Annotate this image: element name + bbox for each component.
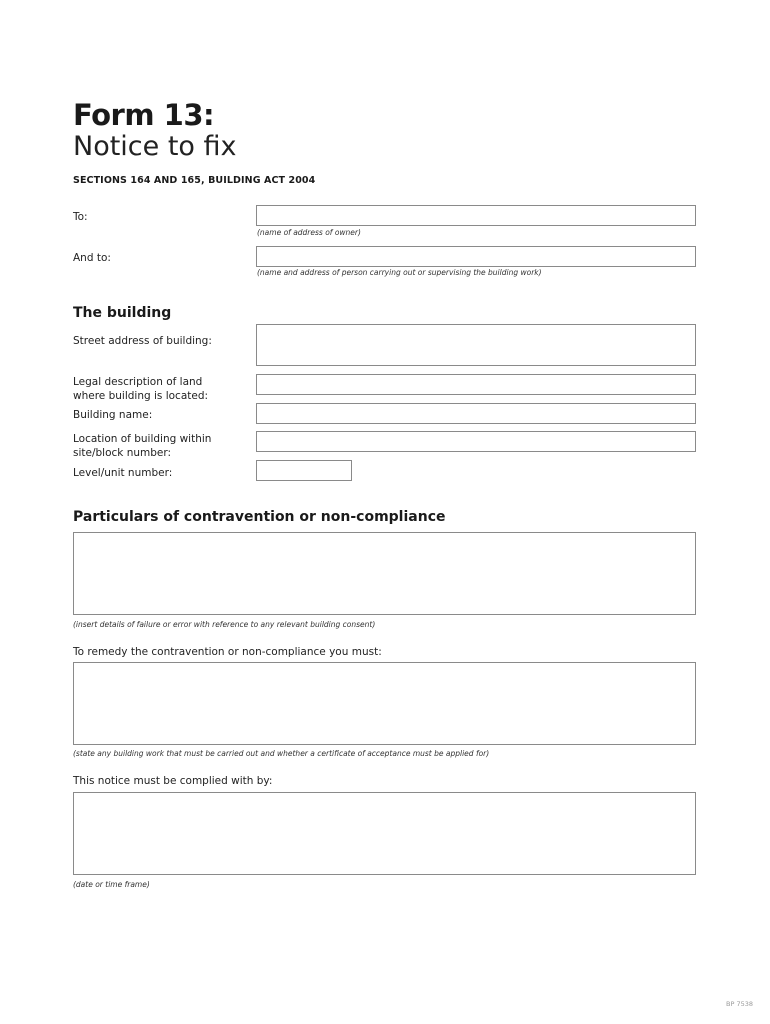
legal-description-field[interactable]	[256, 374, 696, 395]
building-name-field[interactable]	[256, 403, 696, 424]
deadline-label: This notice must be complied with by:	[73, 775, 273, 787]
building-heading: The building	[73, 305, 172, 321]
particulars-field[interactable]	[73, 532, 696, 615]
to-owner-hint: (name of address of owner)	[257, 228, 361, 237]
level-unit-label: Level/unit number:	[73, 467, 173, 479]
building-name-label: Building name:	[73, 409, 153, 421]
deadline-field[interactable]	[73, 792, 696, 875]
remedy-field[interactable]	[73, 662, 696, 745]
remedy-label: To remedy the contravention or non-compliance you must:	[73, 646, 382, 658]
to-label: To:	[73, 211, 88, 223]
level-unit-field[interactable]	[256, 460, 352, 481]
and-to-person-hint: (name and address of person carrying out or supervising the building work)	[257, 268, 542, 277]
form-name-title: Notice to fix	[73, 131, 237, 162]
deadline-hint: (date or time frame)	[73, 880, 150, 889]
sections-reference: SECTIONS 164 AND 165, BUILDING ACT 2004	[73, 175, 316, 186]
form-number-title: Form 13:	[73, 98, 215, 132]
form-code: BP 7538	[726, 1000, 753, 1008]
and-to-person-field[interactable]	[256, 246, 696, 267]
to-owner-field[interactable]	[256, 205, 696, 226]
street-address-label: Street address of building:	[73, 335, 212, 347]
remedy-hint: (state any building work that must be carried out and whether a certificate of acceptance must be applied for)	[73, 749, 490, 758]
legal-description-label: Legal description of land where building is located:	[73, 376, 209, 402]
particulars-heading: Particulars of contravention or non-compliance	[73, 509, 446, 525]
and-to-label: And to:	[73, 252, 111, 264]
location-field[interactable]	[256, 431, 696, 452]
location-label: Location of building within site/block number:	[73, 433, 212, 459]
particulars-hint: (insert details of failure or error with reference to any relevant building consent)	[73, 620, 376, 629]
street-address-field[interactable]	[256, 324, 696, 366]
